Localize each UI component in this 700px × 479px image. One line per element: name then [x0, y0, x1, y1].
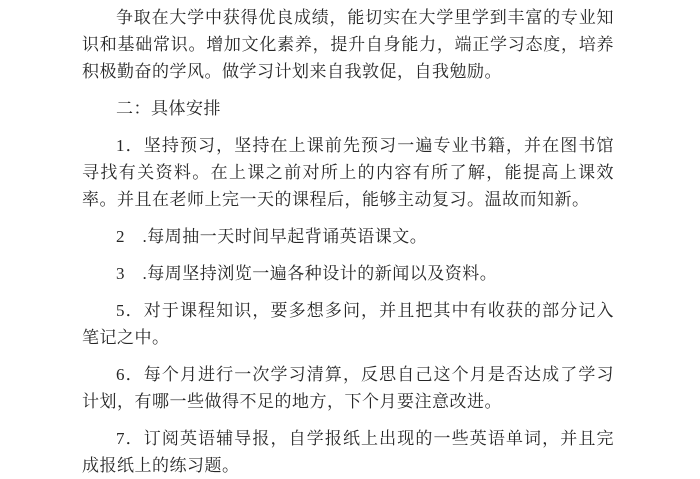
paragraph-list [82, 4, 614, 479]
paragraph: 6．每个月进行一次学习清算，反思自己这个月是否达成了学习计划，有哪一些做得不足的地方，下个月要注意改进。 [82, 365, 614, 411]
paragraph: 2 .每周抽一天时间早起背诵英语课文。 [116, 227, 428, 246]
paragraph: 7．订阅英语辅导报，自学报纸上出现的一些英语单词，并且完成报纸上的练习题。 [82, 429, 614, 475]
paragraph: 争取在大学中获得优良成绩，能切实在大学里学到丰富的专业知识和基础常识。增加文化素养，提升自身能力，端正学习态度，培养积极勤奋的学风。做学习计划来自我敦促，自我勉励。 [82, 8, 614, 81]
paragraph: 3 .每周坚持浏览一遍各种设计的新闻以及资料。 [116, 264, 498, 283]
paragraph: 1．坚持预习，坚持在上课前先预习一遍专业书籍，并在图书馆寻找有关资料。在上课之前对所上的内容有所了解，能提高上课效率。并且在老师上完一天的课程后，能够主动复习。温故而知新。 [82, 136, 614, 209]
section-heading: 二：具体安排 [116, 99, 221, 118]
paragraph: 5．对于课程知识，要多想多问，并且把其中有收获的部分记入笔记之中。 [82, 301, 614, 347]
